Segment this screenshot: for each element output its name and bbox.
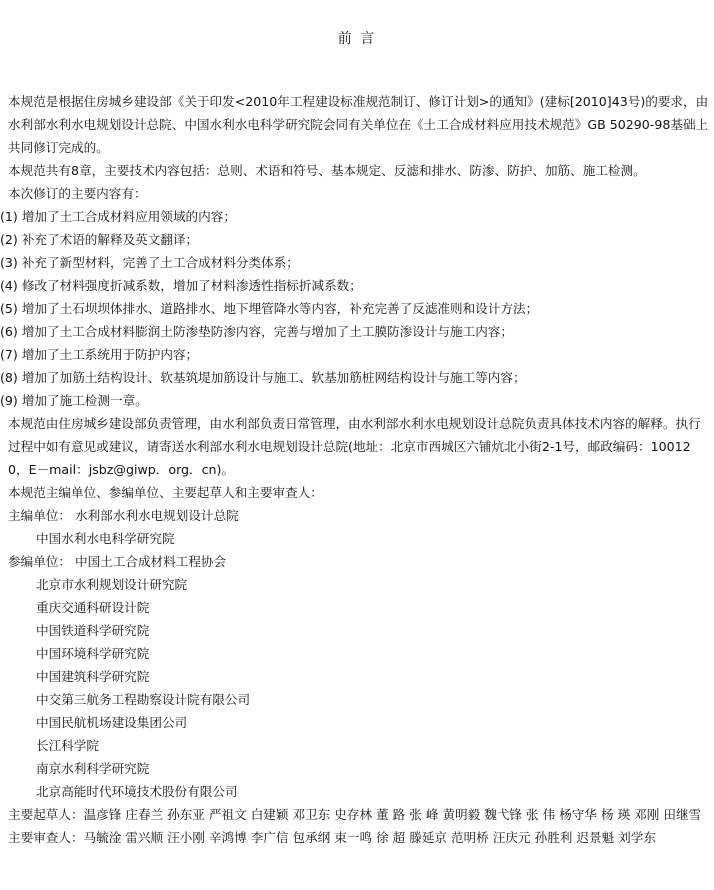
list-item: (6) 增加了土工合成材料膨润土防渗垫防渗内容，完善与增加了土工膜防渗设计与施工内容； [0, 324, 513, 339]
participating-unit: 南京水利科学研究院 [36, 761, 150, 776]
list-item: (3) 补充了新型材料，完善了土工合成材料分类体系； [0, 255, 299, 270]
document-body [0, 90, 710, 849]
reviewers-list: 主要审查人：马毓淦 雷兴顺 汪小刚 辛鸿博 李广信 包承纲 束一鸣 徐 超 滕延京 范明桥 汪庆元 孙胜利 迟景魁 刘学东 [8, 830, 656, 845]
participating-unit: 中国环境科学研究院 [36, 646, 150, 661]
participating-units-section [0, 550, 710, 803]
list-item: (9) 增加了施工检测一章。 [0, 393, 148, 408]
participating-unit: 北京市水利规划设计研究院 [36, 577, 188, 592]
intro-paragraph-2: 本规范共有8章，主要技术内容包括：总则、术语和符号、基本规定、反滤和排水、防渗、防护、加筋、施工检测。 [8, 163, 646, 178]
intro-paragraph-1: 本规范是根据住房城乡建设部《关于印发<2010年工程建设标准规范制订、修订计划>的通知》(建标[2010]43号)的要求，由水利部水利水电规划设计总院、中国水利水电科学研究院会同有关单位在《土工合成材料应用技术规范》GB 50290-98基础上共同修订完成的。 [8, 94, 709, 155]
list-item: (5) 增加了土石坝坝体排水、道路排水、地下埋管降水等内容，补充完善了反滤准则和设计方法； [0, 301, 539, 316]
chief-unit: 中国水利水电科学研究院 [36, 531, 175, 546]
list-item: (7) 增加了土工系统用于防护内容； [0, 347, 199, 362]
revisions-list [0, 205, 710, 412]
participating-unit: 中交第三航务工程勘察设计院有限公司 [36, 692, 251, 707]
revisions-heading: 本次修订的主要内容有： [8, 186, 147, 201]
management-paragraph: 本规范由住房城乡建设部负责管理，由水利部负责日常管理，由水利部水利水电规划设计总院负责具体技术内容的解释。执行过程中如有意见或建议，请寄送水利部水利水电规划设计总院(地址：北京市西城区六铺炕北小街2-1号，邮政编码：100120，E－mail：jsbz@giwp．org．cn)。 [8, 416, 701, 477]
drafters-list: 主要起草人：温彦锋 庄春兰 孙东亚 严祖文 白建颖 邓卫东 史存林 董 路 张 峰 黄明毅 魏弋锋 张 伟 杨守华 杨 瑛 邓刚 田继雪 [8, 807, 702, 822]
page-title: 前 言 [337, 31, 377, 47]
participating-units-label: 参编单位： [8, 554, 71, 569]
chief-unit-first: 水利部水利水电规划设计总院 [74, 508, 239, 523]
participating-unit: 中国铁道科学研究院 [36, 623, 150, 638]
participating-unit: 中国建筑科学研究院 [36, 669, 150, 684]
participating-units-line [0, 550, 710, 573]
participating-unit: 重庆交通科研设计院 [36, 600, 150, 615]
units-heading: 本规范主编单位、参编单位、主要起草人和主要审查人： [8, 485, 323, 500]
list-item: (2) 补充了术语的解释及英文翻译； [0, 232, 199, 247]
participating-unit: 中国民航机场建设集团公司 [36, 715, 188, 730]
list-item: (4) 修改了材料强度折减系数，增加了材料渗透性指标折减系数； [0, 278, 362, 293]
chief-units-line [0, 504, 710, 527]
participating-unit: 长江科学院 [36, 738, 99, 753]
chief-units-section [0, 504, 710, 550]
chief-units-label: 主编单位： [8, 508, 71, 523]
participating-unit: 北京高能时代环境技术股份有限公司 [36, 784, 238, 799]
list-item: (1) 增加了土工合成材料应用领域的内容； [0, 209, 236, 224]
participating-unit-first: 中国土工合成材料工程协会 [74, 554, 227, 569]
list-item: (8) 增加了加筋土结构设计、软基筑堤加筋设计与施工、软基加筋桩网结构设计与施工等内容； [0, 370, 526, 385]
